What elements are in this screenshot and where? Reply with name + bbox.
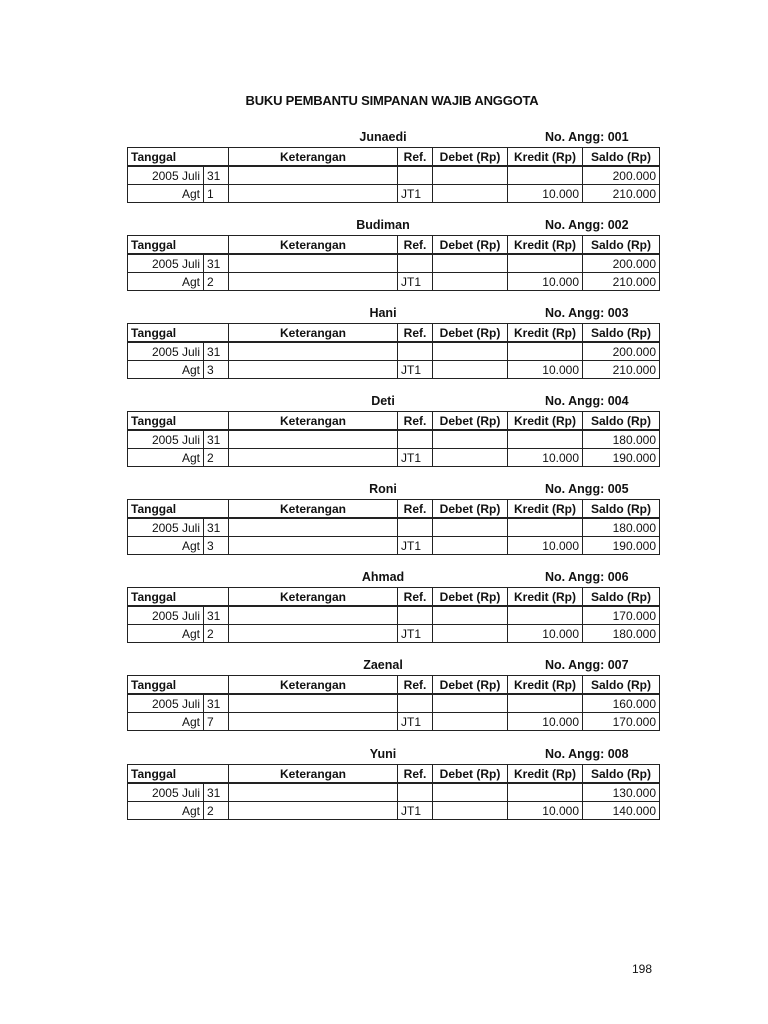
member-number: No. Angg: 002 bbox=[545, 218, 629, 232]
table-header-row bbox=[128, 236, 660, 255]
column-header-keterangan: Keterangan bbox=[229, 412, 398, 431]
ledger-heading bbox=[127, 216, 659, 235]
member-name: Zaenal bbox=[363, 658, 403, 672]
document-title: BUKU PEMBANTU SIMPANAN WAJIB ANGGOTA bbox=[245, 93, 539, 108]
keterangan-cell bbox=[229, 273, 398, 291]
keterangan-cell bbox=[229, 185, 398, 203]
date-day: 31 bbox=[204, 783, 229, 802]
kredit-cell: 10.000 bbox=[508, 449, 583, 467]
member-ledger bbox=[127, 216, 659, 291]
date-period: Agt bbox=[128, 625, 204, 643]
member-ledger bbox=[127, 480, 659, 555]
table-row bbox=[128, 518, 660, 537]
member-name: Ahmad bbox=[361, 570, 405, 584]
column-header-keterangan: Keterangan bbox=[229, 500, 398, 519]
column-header-ref: Ref. bbox=[398, 236, 433, 255]
kredit-cell: 10.000 bbox=[508, 537, 583, 555]
date-day: 31 bbox=[204, 518, 229, 537]
date-period: Agt bbox=[128, 449, 204, 467]
date-day: 7 bbox=[204, 713, 229, 731]
member-number: No. Angg: 003 bbox=[545, 306, 629, 320]
table-row bbox=[128, 713, 660, 731]
column-header-saldo: Saldo (Rp) bbox=[583, 500, 660, 519]
member-number: No. Angg: 004 bbox=[545, 394, 629, 408]
column-header-kredit: Kredit (Rp) bbox=[508, 236, 583, 255]
debet-cell bbox=[433, 783, 508, 802]
keterangan-cell bbox=[229, 802, 398, 820]
saldo-cell: 200.000 bbox=[583, 342, 660, 361]
date-day: 31 bbox=[204, 606, 229, 625]
kredit-cell bbox=[508, 694, 583, 713]
table-row bbox=[128, 606, 660, 625]
member-number: No. Angg: 006 bbox=[545, 570, 629, 584]
ledger-heading bbox=[127, 656, 659, 675]
keterangan-cell bbox=[229, 254, 398, 273]
saldo-cell: 180.000 bbox=[583, 518, 660, 537]
kredit-cell: 10.000 bbox=[508, 185, 583, 203]
member-name: Junaedi bbox=[359, 130, 407, 144]
keterangan-cell bbox=[229, 625, 398, 643]
debet-cell bbox=[433, 537, 508, 555]
column-header-saldo: Saldo (Rp) bbox=[583, 676, 660, 695]
saldo-cell: 210.000 bbox=[583, 361, 660, 379]
table-header-row bbox=[128, 412, 660, 431]
kredit-cell bbox=[508, 518, 583, 537]
date-day: 31 bbox=[204, 254, 229, 273]
table-row bbox=[128, 254, 660, 273]
ledger-table bbox=[127, 147, 660, 203]
table-header-row bbox=[128, 588, 660, 607]
member-name: Hani bbox=[369, 306, 397, 320]
debet-cell bbox=[433, 802, 508, 820]
date-period: Agt bbox=[128, 185, 204, 203]
column-header-keterangan: Keterangan bbox=[229, 324, 398, 343]
ref-cell bbox=[398, 430, 433, 449]
table-header-row bbox=[128, 324, 660, 343]
column-header-ref: Ref. bbox=[398, 500, 433, 519]
table-row bbox=[128, 694, 660, 713]
ledger-table bbox=[127, 235, 660, 291]
column-header-saldo: Saldo (Rp) bbox=[583, 765, 660, 784]
table-header-row bbox=[128, 500, 660, 519]
member-name: Roni bbox=[369, 482, 397, 496]
ref-cell bbox=[398, 694, 433, 713]
debet-cell bbox=[433, 361, 508, 379]
kredit-cell: 10.000 bbox=[508, 802, 583, 820]
ref-cell: JT1 bbox=[398, 449, 433, 467]
date-period: 2005 Juli bbox=[128, 783, 204, 802]
ledger-table bbox=[127, 411, 660, 467]
date-period: 2005 Juli bbox=[128, 166, 204, 185]
date-period: Agt bbox=[128, 713, 204, 731]
keterangan-cell bbox=[229, 606, 398, 625]
keterangan-cell bbox=[229, 166, 398, 185]
saldo-cell: 170.000 bbox=[583, 606, 660, 625]
table-row bbox=[128, 185, 660, 203]
ref-cell bbox=[398, 254, 433, 273]
column-header-kredit: Kredit (Rp) bbox=[508, 676, 583, 695]
ref-cell bbox=[398, 606, 433, 625]
keterangan-cell bbox=[229, 713, 398, 731]
ledger-table bbox=[127, 764, 660, 820]
column-header-debet: Debet (Rp) bbox=[433, 588, 508, 607]
debet-cell bbox=[433, 166, 508, 185]
column-header-saldo: Saldo (Rp) bbox=[583, 148, 660, 167]
column-header-ref: Ref. bbox=[398, 676, 433, 695]
member-number: No. Angg: 007 bbox=[545, 658, 629, 672]
date-day: 2 bbox=[204, 802, 229, 820]
table-row bbox=[128, 273, 660, 291]
keterangan-cell bbox=[229, 694, 398, 713]
column-header-tanggal: Tanggal bbox=[128, 765, 229, 784]
date-period: 2005 Juli bbox=[128, 254, 204, 273]
date-day: 3 bbox=[204, 537, 229, 555]
member-ledger bbox=[127, 745, 659, 820]
table-row bbox=[128, 802, 660, 820]
date-period: 2005 Juli bbox=[128, 342, 204, 361]
column-header-kredit: Kredit (Rp) bbox=[508, 765, 583, 784]
date-day: 2 bbox=[204, 625, 229, 643]
column-header-keterangan: Keterangan bbox=[229, 236, 398, 255]
column-header-debet: Debet (Rp) bbox=[433, 148, 508, 167]
member-number: No. Angg: 005 bbox=[545, 482, 629, 496]
column-header-tanggal: Tanggal bbox=[128, 412, 229, 431]
saldo-cell: 180.000 bbox=[583, 430, 660, 449]
column-header-keterangan: Keterangan bbox=[229, 765, 398, 784]
saldo-cell: 180.000 bbox=[583, 625, 660, 643]
column-header-debet: Debet (Rp) bbox=[433, 765, 508, 784]
member-ledger bbox=[127, 304, 659, 379]
column-header-ref: Ref. bbox=[398, 412, 433, 431]
column-header-tanggal: Tanggal bbox=[128, 324, 229, 343]
column-header-keterangan: Keterangan bbox=[229, 148, 398, 167]
column-header-ref: Ref. bbox=[398, 765, 433, 784]
table-row bbox=[128, 625, 660, 643]
column-header-keterangan: Keterangan bbox=[229, 588, 398, 607]
ledger-heading bbox=[127, 745, 659, 764]
ref-cell: JT1 bbox=[398, 713, 433, 731]
debet-cell bbox=[433, 449, 508, 467]
column-header-debet: Debet (Rp) bbox=[433, 500, 508, 519]
ref-cell bbox=[398, 783, 433, 802]
table-row bbox=[128, 342, 660, 361]
ref-cell: JT1 bbox=[398, 273, 433, 291]
date-day: 3 bbox=[204, 361, 229, 379]
date-day: 31 bbox=[204, 430, 229, 449]
table-row bbox=[128, 361, 660, 379]
column-header-kredit: Kredit (Rp) bbox=[508, 324, 583, 343]
column-header-saldo: Saldo (Rp) bbox=[583, 236, 660, 255]
column-header-debet: Debet (Rp) bbox=[433, 324, 508, 343]
column-header-ref: Ref. bbox=[398, 588, 433, 607]
table-row bbox=[128, 783, 660, 802]
ledger-heading bbox=[127, 568, 659, 587]
column-header-ref: Ref. bbox=[398, 148, 433, 167]
column-header-saldo: Saldo (Rp) bbox=[583, 412, 660, 431]
ledger-table bbox=[127, 499, 660, 555]
date-period: Agt bbox=[128, 361, 204, 379]
date-period: 2005 Juli bbox=[128, 694, 204, 713]
ledger-heading bbox=[127, 392, 659, 411]
column-header-tanggal: Tanggal bbox=[128, 148, 229, 167]
column-header-kredit: Kredit (Rp) bbox=[508, 148, 583, 167]
debet-cell bbox=[433, 430, 508, 449]
page-number: 198 bbox=[632, 962, 653, 976]
kredit-cell bbox=[508, 430, 583, 449]
debet-cell bbox=[433, 713, 508, 731]
date-day: 1 bbox=[204, 185, 229, 203]
ledger-table bbox=[127, 675, 660, 731]
keterangan-cell bbox=[229, 518, 398, 537]
date-period: 2005 Juli bbox=[128, 518, 204, 537]
kredit-cell bbox=[508, 783, 583, 802]
table-header-row bbox=[128, 148, 660, 167]
member-ledger bbox=[127, 128, 659, 203]
column-header-kredit: Kredit (Rp) bbox=[508, 500, 583, 519]
saldo-cell: 170.000 bbox=[583, 713, 660, 731]
date-period: 2005 Juli bbox=[128, 606, 204, 625]
saldo-cell: 140.000 bbox=[583, 802, 660, 820]
kredit-cell: 10.000 bbox=[508, 273, 583, 291]
table-row bbox=[128, 430, 660, 449]
saldo-cell: 200.000 bbox=[583, 166, 660, 185]
member-name: Yuni bbox=[369, 747, 397, 761]
date-day: 2 bbox=[204, 449, 229, 467]
kredit-cell bbox=[508, 606, 583, 625]
keterangan-cell bbox=[229, 537, 398, 555]
date-day: 31 bbox=[204, 166, 229, 185]
saldo-cell: 210.000 bbox=[583, 273, 660, 291]
member-ledger bbox=[127, 568, 659, 643]
kredit-cell: 10.000 bbox=[508, 625, 583, 643]
column-header-debet: Debet (Rp) bbox=[433, 236, 508, 255]
column-header-debet: Debet (Rp) bbox=[433, 412, 508, 431]
ledger-table bbox=[127, 323, 660, 379]
saldo-cell: 200.000 bbox=[583, 254, 660, 273]
ref-cell: JT1 bbox=[398, 802, 433, 820]
date-day: 2 bbox=[204, 273, 229, 291]
column-header-kredit: Kredit (Rp) bbox=[508, 412, 583, 431]
ref-cell: JT1 bbox=[398, 361, 433, 379]
member-ledger bbox=[127, 656, 659, 731]
date-day: 31 bbox=[204, 342, 229, 361]
table-row bbox=[128, 449, 660, 467]
saldo-cell: 130.000 bbox=[583, 783, 660, 802]
saldo-cell: 210.000 bbox=[583, 185, 660, 203]
column-header-tanggal: Tanggal bbox=[128, 588, 229, 607]
member-name: Deti bbox=[371, 394, 395, 408]
column-header-keterangan: Keterangan bbox=[229, 676, 398, 695]
ref-cell bbox=[398, 166, 433, 185]
date-period: Agt bbox=[128, 273, 204, 291]
ref-cell bbox=[398, 342, 433, 361]
column-header-tanggal: Tanggal bbox=[128, 236, 229, 255]
debet-cell bbox=[433, 342, 508, 361]
kredit-cell: 10.000 bbox=[508, 361, 583, 379]
kredit-cell bbox=[508, 342, 583, 361]
ref-cell: JT1 bbox=[398, 185, 433, 203]
column-header-saldo: Saldo (Rp) bbox=[583, 324, 660, 343]
ref-cell: JT1 bbox=[398, 625, 433, 643]
column-header-debet: Debet (Rp) bbox=[433, 676, 508, 695]
saldo-cell: 190.000 bbox=[583, 449, 660, 467]
keterangan-cell bbox=[229, 430, 398, 449]
column-header-kredit: Kredit (Rp) bbox=[508, 588, 583, 607]
debet-cell bbox=[433, 694, 508, 713]
saldo-cell: 190.000 bbox=[583, 537, 660, 555]
ledger-table bbox=[127, 587, 660, 643]
member-ledger bbox=[127, 392, 659, 467]
kredit-cell bbox=[508, 254, 583, 273]
ref-cell bbox=[398, 518, 433, 537]
member-name: Budiman bbox=[356, 218, 410, 232]
kredit-cell: 10.000 bbox=[508, 713, 583, 731]
column-header-tanggal: Tanggal bbox=[128, 500, 229, 519]
ledger-heading bbox=[127, 480, 659, 499]
date-period: Agt bbox=[128, 537, 204, 555]
member-number: No. Angg: 008 bbox=[545, 747, 629, 761]
keterangan-cell bbox=[229, 342, 398, 361]
column-header-saldo: Saldo (Rp) bbox=[583, 588, 660, 607]
ref-cell: JT1 bbox=[398, 537, 433, 555]
debet-cell bbox=[433, 273, 508, 291]
ledger-heading bbox=[127, 304, 659, 323]
date-period: Agt bbox=[128, 802, 204, 820]
debet-cell bbox=[433, 518, 508, 537]
saldo-cell: 160.000 bbox=[583, 694, 660, 713]
column-header-tanggal: Tanggal bbox=[128, 676, 229, 695]
keterangan-cell bbox=[229, 449, 398, 467]
table-header-row bbox=[128, 765, 660, 784]
debet-cell bbox=[433, 606, 508, 625]
keterangan-cell bbox=[229, 783, 398, 802]
debet-cell bbox=[433, 185, 508, 203]
keterangan-cell bbox=[229, 361, 398, 379]
date-period: 2005 Juli bbox=[128, 430, 204, 449]
table-header-row bbox=[128, 676, 660, 695]
ledger-heading bbox=[127, 128, 659, 147]
kredit-cell bbox=[508, 166, 583, 185]
debet-cell bbox=[433, 625, 508, 643]
member-number: No. Angg: 001 bbox=[545, 130, 629, 144]
column-header-ref: Ref. bbox=[398, 324, 433, 343]
date-day: 31 bbox=[204, 694, 229, 713]
debet-cell bbox=[433, 254, 508, 273]
table-row bbox=[128, 166, 660, 185]
table-row bbox=[128, 537, 660, 555]
